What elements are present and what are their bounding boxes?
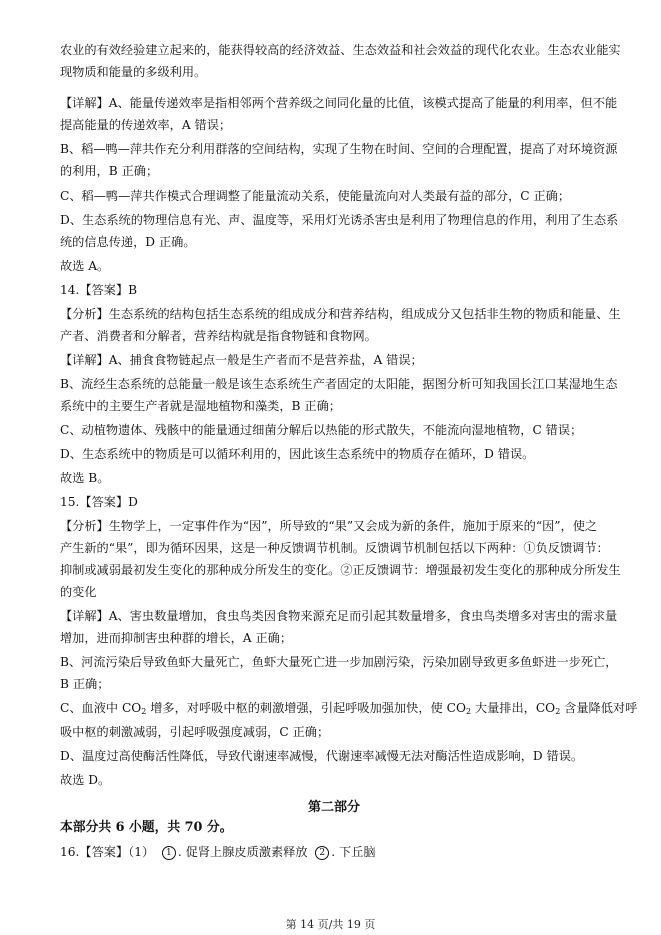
text-line: C、稻—鸭—萍共作模式合理调整了能量流动关系，使能量流向对人类最有益的部分，C 正确；: [60, 189, 571, 203]
text-line: 故选 A。: [60, 259, 110, 273]
subscript: 2: [555, 707, 561, 716]
text-line: 故选 D。: [60, 773, 111, 787]
text-line: 【分析】生态系统的结构包括生态系统的组成成分和营养结构，组成成分又包括非生物的物质和能量、生: [60, 307, 621, 321]
text-fragment: C、血液中 CO: [60, 701, 142, 715]
text-line: 现物质和能量的多级利用。: [60, 65, 207, 79]
text-line: [60, 700, 637, 720]
subscript: 2: [141, 707, 147, 716]
section-instruction: 本部分共 6 小题，共 70 分。: [60, 820, 233, 835]
question-16-answer: [60, 844, 376, 860]
text-line: 提高能量的传递效率，A 错误；: [60, 118, 232, 132]
text-fragment: ①负反馈调节：: [523, 541, 609, 555]
text-line: 产者、消费者和分解者，营养结构就是指食物链和食物网。: [60, 329, 377, 343]
section-heading: 第二部分: [307, 800, 360, 815]
text-line: D、生态系统中的物质是可以循环利用的，因此该生态系统中的物质存在循环，D 错误。: [60, 447, 535, 461]
text-line: 吸中枢的刺激减弱，引起呼吸强度减弱，C 正确；: [60, 725, 330, 739]
text-fragment: ②正反馈调节：增强最初发生变化的那种成分所发生: [340, 563, 621, 577]
circled-number: 2: [315, 846, 329, 860]
subscript: 2: [465, 707, 472, 716]
text-fragment: 大量排出，CO: [471, 701, 556, 715]
text-line: B、流经生态系统的总能量一般是该生态系统生产者固定的太阳能，据图分析可知我国长江口某湿地生态: [60, 377, 618, 391]
text-line: 【分析】生物学上，一定事件作为“因”，所导致的“果”又会成为新的条件，施加于原来的“因”，使之: [60, 519, 598, 533]
text-line: [60, 540, 609, 556]
text-fragment: . 下丘脑: [331, 845, 376, 859]
text-line: 【详解】A、捕食食物链起点一般是生产者而不是营养盐，A 错误；: [60, 353, 423, 367]
text-line: [60, 562, 621, 578]
text-fragment: . 促肾上腺皮质激素释放: [177, 845, 308, 859]
text-line: 的利用，B 正确；: [60, 164, 159, 178]
text-line: B、稻—鸭—萍共作充分利用群落的空间结构，实现了生物在时间、空间的合理配置，提高了对环境资源: [60, 142, 618, 156]
text-line: D、生态系统的物理信息有光、声、温度等，采用灯光诱杀害虫是利用了物理信息的作用，利用了生态系: [60, 213, 619, 227]
text-line: 故选 B。: [60, 471, 110, 485]
text-line: D、温度过高使酶活性降低，导致代谢速率减慢，代谢速率减慢无法对酶活性造成影响，D 错误。: [60, 749, 584, 763]
text-line: B 正确；: [60, 677, 110, 691]
text-line: 农业的有效经验建立起来的，能获得较高的经济效益、生态效益和社会效益的现代化农业。生态农业能实: [60, 43, 621, 57]
text-line: B、河流污染后导致鱼虾大量死亡，鱼虾大量死亡进一步加剧污染，污染加剧导致更多鱼虾进一步死亡，: [60, 655, 618, 669]
text-fragment: 产生新的“果”，即为循环因果，这是一种反馈调节机制。反馈调节机制包括以下两种：: [60, 541, 524, 555]
text-line: C、动植物遗体、残骸中的能量通过细菌分解后以热能的形式散失，不能流向湿地植物，C 错误；: [60, 423, 583, 437]
text-fragment: 16.【答案】（1）: [60, 845, 155, 859]
question-14-answer: 14.【答案】B: [60, 283, 138, 297]
text-line: 系统中的主要生产者就是湿地植物和藻类，B 正确；: [60, 399, 341, 413]
circled-number: 1: [162, 846, 176, 860]
text-fragment: 含量降低对呼: [560, 701, 638, 715]
text-line: 统的信息传递，D 正确。: [60, 235, 196, 249]
question-15-answer: 15.【答案】D: [60, 495, 138, 509]
text-line: 增加，进而抑制害虫种群的增长，A 正确；: [60, 631, 293, 645]
page-footer: 第 14 页/共 19 页: [285, 918, 376, 931]
text-line: 的变化: [60, 585, 97, 599]
text-fragment: 抑制或减弱最初发生变化的那种成分所发生的变化。: [60, 563, 341, 577]
text-fragment: 增多，对呼吸中枢的刺激增强，引起呼吸加强加快，使 CO: [146, 701, 466, 715]
text-line: 【详解】A、能量传递效率是指相邻两个营养级之间同化量的比值，该模式提高了能量的利用率，但不能: [60, 96, 618, 110]
text-line: 【详解】A、害虫数量增加，食虫鸟类因食物来源充足而引起其数量增多，食虫鸟类增多对害虫的需求量: [60, 609, 618, 623]
